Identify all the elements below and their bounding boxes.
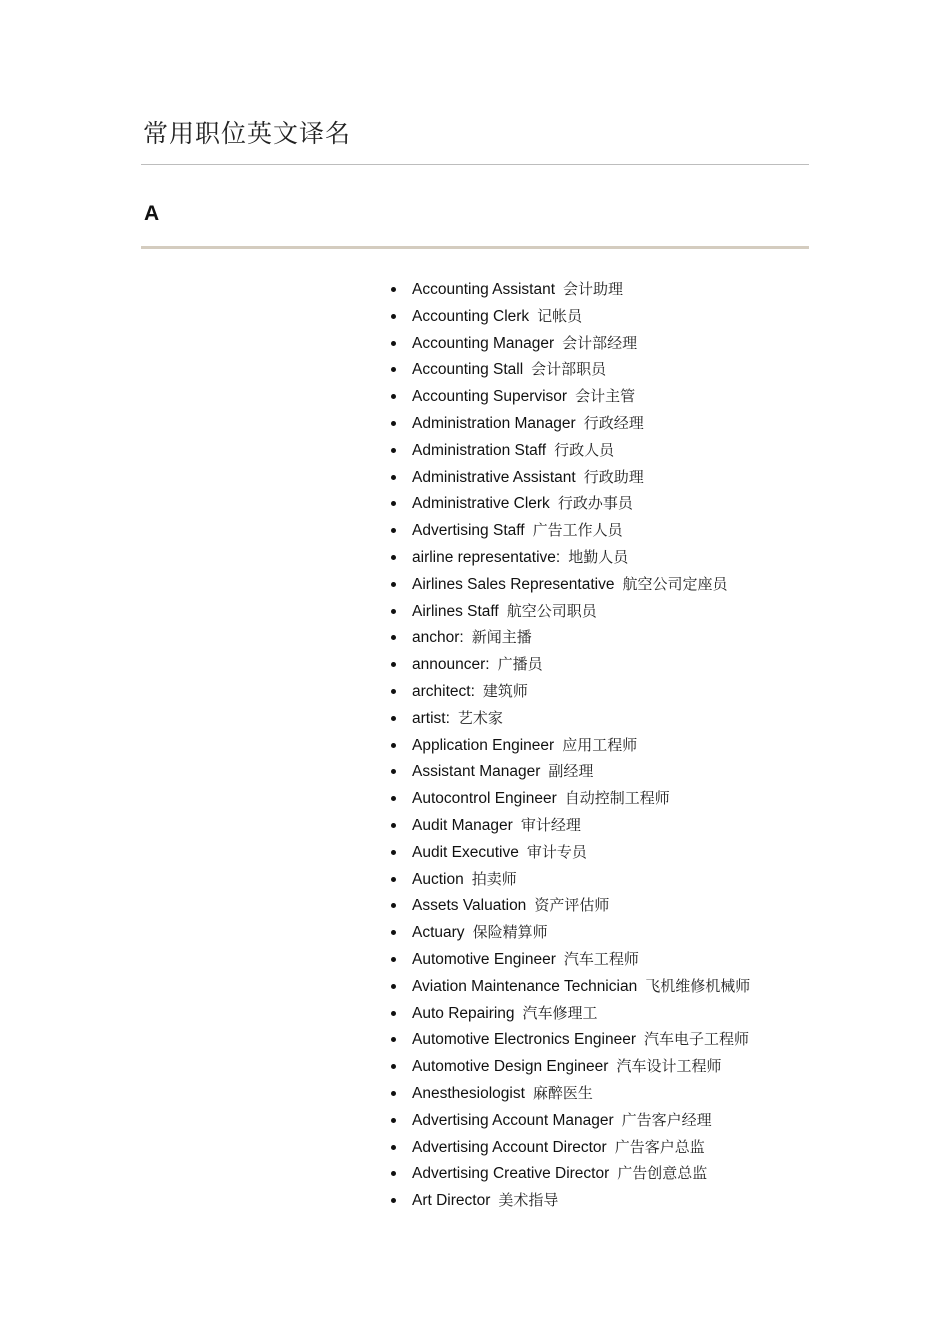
bullet-icon <box>391 1198 396 1203</box>
list-item <box>388 410 750 437</box>
chinese-job-title: 汽车工程师 <box>563 949 639 968</box>
bullet-icon <box>391 1037 396 1042</box>
job-title-list <box>388 276 750 1214</box>
list-item <box>388 705 750 732</box>
english-job-title: Assets Valuation <box>412 897 527 915</box>
list-item <box>388 1080 750 1107</box>
english-job-title: Accounting Assistant <box>412 281 556 298</box>
list-item <box>388 464 750 491</box>
bullet-icon <box>391 582 396 587</box>
list-item <box>388 1134 750 1161</box>
chinese-job-title: 行政办事员 <box>557 494 633 513</box>
bullet-icon <box>391 769 396 774</box>
list-item <box>388 517 750 544</box>
list-item <box>388 571 750 598</box>
english-job-title: Aviation Maintenance Technician <box>412 977 638 995</box>
list-item <box>388 732 750 759</box>
english-job-title: Advertising Staff <box>412 522 525 540</box>
chinese-job-title: 审计专员 <box>526 842 587 861</box>
bullet-icon <box>391 528 396 533</box>
chinese-job-title: 会计部职员 <box>531 360 607 379</box>
bullet-icon <box>391 1118 396 1123</box>
chinese-job-title: 广告客户经理 <box>621 1110 712 1129</box>
bullet-icon <box>391 1064 396 1069</box>
chinese-job-title: 麻醉医生 <box>532 1083 593 1102</box>
list-item <box>388 356 750 383</box>
english-job-title: Automotive Design Engineer <box>412 1058 609 1076</box>
english-job-title: Anesthesiologist <box>412 1084 525 1102</box>
bullet-icon <box>391 1011 396 1016</box>
bullet-icon <box>391 501 396 506</box>
chinese-job-title: 资产评估师 <box>534 896 610 915</box>
chinese-job-title: 广播员 <box>497 655 543 674</box>
bullet-icon <box>391 1091 396 1096</box>
chinese-job-title: 会计主管 <box>575 387 636 406</box>
chinese-job-title: 行政经理 <box>583 413 644 432</box>
english-job-title: Advertising Account Manager <box>412 1111 614 1129</box>
english-job-title: Administrative Assistant <box>412 468 576 486</box>
english-job-title: Advertising Creative Director <box>412 1165 610 1183</box>
english-job-title: artist: <box>412 709 450 727</box>
english-job-title: airline representative: <box>412 548 561 566</box>
english-job-title: Automotive Engineer <box>412 950 556 968</box>
english-job-title: Audit Executive <box>412 843 519 861</box>
chinese-job-title: 艺术家 <box>457 708 503 727</box>
chinese-job-title: 航空公司职员 <box>506 601 597 620</box>
english-job-title: Auto Repairing <box>412 1004 515 1022</box>
english-job-title: Accounting Supervisor <box>412 388 568 406</box>
chinese-job-title: 会计助理 <box>563 280 624 298</box>
english-job-title: Accounting Manager <box>412 334 555 352</box>
list-item <box>388 946 750 973</box>
list-item <box>388 330 750 357</box>
chinese-job-title: 会计部经理 <box>562 333 638 352</box>
list-item <box>388 276 750 303</box>
list-item <box>388 624 750 651</box>
chinese-job-title: 美术指导 <box>498 1191 559 1210</box>
english-job-title: architect: <box>412 682 475 700</box>
chinese-job-title: 汽车修理工 <box>522 1003 598 1022</box>
list-item <box>388 303 750 330</box>
english-job-title: Automotive Electronics Engineer <box>412 1031 637 1049</box>
english-job-title: Advertising Account Director <box>412 1138 607 1156</box>
chinese-job-title: 副经理 <box>548 762 594 781</box>
chinese-job-title: 航空公司定座员 <box>622 574 728 593</box>
list-item <box>388 973 750 1000</box>
bullet-icon <box>391 957 396 962</box>
section-divider <box>141 246 809 249</box>
english-job-title: Administrative Clerk <box>412 495 550 513</box>
bullet-icon <box>391 394 396 399</box>
bullet-icon <box>391 823 396 828</box>
chinese-job-title: 新闻主播 <box>471 628 532 647</box>
list-item <box>388 651 750 678</box>
list-item <box>388 383 750 410</box>
chinese-job-title: 记帐员 <box>537 306 583 325</box>
bullet-icon <box>391 555 396 560</box>
chinese-job-title: 自动控制工程师 <box>564 789 670 808</box>
english-job-title: Autocontrol Engineer <box>412 790 557 808</box>
list-item <box>388 812 750 839</box>
bullet-icon <box>391 287 396 292</box>
chinese-job-title: 广告工作人员 <box>532 521 623 540</box>
list-item <box>388 892 750 919</box>
bullet-icon <box>391 850 396 855</box>
english-job-title: Accounting Stall <box>412 361 524 379</box>
chinese-job-title: 行政助理 <box>583 467 644 486</box>
english-job-title: Administration Staff <box>412 441 547 459</box>
list-item <box>388 1026 750 1053</box>
english-job-title: Art Director <box>412 1192 491 1210</box>
list-item <box>388 785 750 812</box>
english-job-title: Airlines Staff <box>412 602 499 620</box>
english-job-title: Auction <box>412 870 464 888</box>
bullet-icon <box>391 341 396 346</box>
chinese-job-title: 行政人员 <box>554 440 615 459</box>
chinese-job-title: 飞机维修机械师 <box>645 976 751 995</box>
list-item <box>388 490 750 517</box>
chinese-job-title: 拍卖师 <box>471 869 517 888</box>
chinese-job-title: 广告客户总监 <box>614 1137 705 1156</box>
bullet-icon <box>391 984 396 989</box>
bullet-icon <box>391 367 396 372</box>
list-item <box>388 678 750 705</box>
list-item <box>388 1053 750 1080</box>
list-item <box>388 758 750 785</box>
bullet-icon <box>391 716 396 721</box>
section-heading: A <box>144 202 160 225</box>
chinese-job-title: 汽车设计工程师 <box>616 1057 722 1076</box>
english-job-title: Assistant Manager <box>412 763 541 781</box>
list-item <box>388 437 750 464</box>
bullet-icon <box>391 689 396 694</box>
bullet-icon <box>391 877 396 882</box>
bullet-icon <box>391 314 396 319</box>
english-job-title: Audit Manager <box>412 816 513 834</box>
chinese-job-title: 应用工程师 <box>562 735 638 754</box>
list-item <box>388 1107 750 1134</box>
chinese-job-title: 地勤人员 <box>568 547 629 566</box>
english-job-title: announcer: <box>412 656 490 674</box>
english-job-title: Airlines Sales Representative <box>412 575 615 593</box>
bullet-icon <box>391 930 396 935</box>
english-job-title: Accounting Clerk <box>412 307 530 325</box>
list-item <box>388 866 750 893</box>
title-divider <box>141 164 809 165</box>
chinese-job-title: 汽车电子工程师 <box>644 1030 750 1049</box>
bullet-icon <box>391 1171 396 1176</box>
bullet-icon <box>391 743 396 748</box>
bullet-icon <box>391 448 396 453</box>
english-job-title: Application Engineer <box>412 736 555 754</box>
chinese-job-title: 广告创意总监 <box>617 1164 708 1183</box>
bullet-icon <box>391 903 396 908</box>
english-job-title: Actuary <box>412 924 465 942</box>
chinese-job-title: 保险精算师 <box>472 923 548 942</box>
english-job-title: anchor: <box>412 629 464 647</box>
page-title: 常用职位英文译名 <box>143 119 352 148</box>
list-item <box>388 1000 750 1027</box>
list-item <box>388 919 750 946</box>
list-item <box>388 839 750 866</box>
english-job-title: Administration Manager <box>412 414 576 432</box>
chinese-job-title: 建筑师 <box>482 681 528 700</box>
list-item <box>388 544 750 571</box>
chinese-job-title: 审计经理 <box>520 815 581 834</box>
list-item <box>388 598 750 625</box>
bullet-icon <box>391 662 396 667</box>
list-item <box>388 1160 750 1187</box>
bullet-icon <box>391 421 396 426</box>
bullet-icon <box>391 635 396 640</box>
bullet-icon <box>391 796 396 801</box>
list-item <box>388 1187 750 1214</box>
bullet-icon <box>391 475 396 480</box>
bullet-icon <box>391 609 396 614</box>
bullet-icon <box>391 1145 396 1150</box>
